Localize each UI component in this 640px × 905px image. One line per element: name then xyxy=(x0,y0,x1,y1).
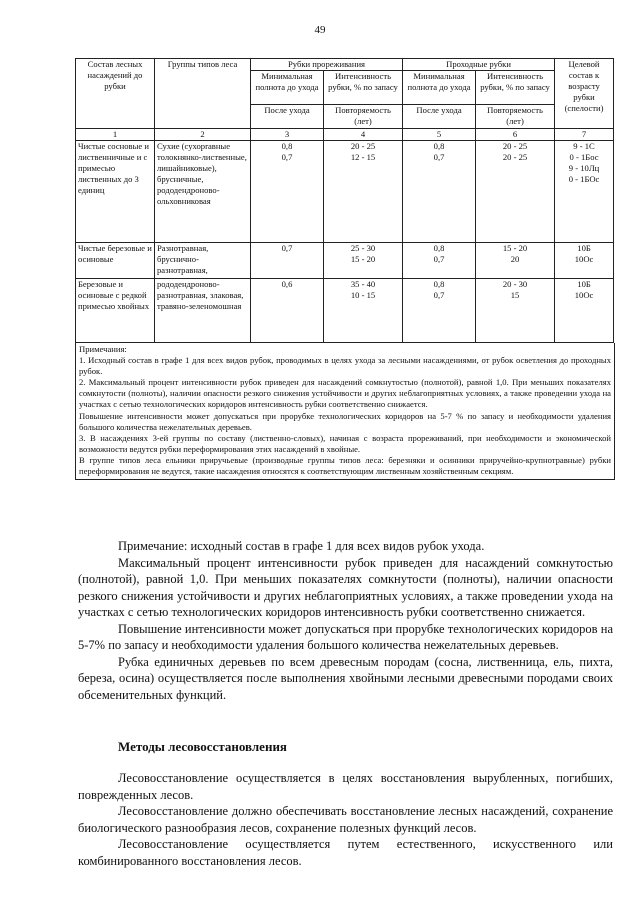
body-section-2 xyxy=(78,770,613,869)
header-intensity: Интенсивность рубки, % по запасу xyxy=(476,71,555,105)
header-repeat: Повторяемость (лет) xyxy=(324,105,403,129)
header-target-composition: Целевой состав к возрасту рубки (спелости) xyxy=(555,59,614,129)
paragraph: Рубка единичных деревьев по всем древесным породам (сосна, лиственница, ель, пихта, береза, осина) осуществляется после выполнения хвойными лесными древесными породами своих обсеменительных функций. xyxy=(78,654,613,702)
header-thinning: Рубки прореживания xyxy=(251,59,403,71)
cell-value: 0,8 0,7 xyxy=(251,141,324,243)
header-composition: Состав лесных насаждений до рубки xyxy=(76,59,155,129)
cell-value: 10Б 10Ос xyxy=(555,243,614,279)
page-number: 49 xyxy=(314,24,326,36)
col-number: 3 xyxy=(251,129,324,141)
section-heading: Методы лесовосстановления xyxy=(118,739,287,754)
table-row xyxy=(76,141,614,243)
note-line: 3. В насаждениях 3-ей группы по составу (лиственно-словых), начиная с возраста прореживаний, при необходимости и экономической возможности ведутся рубки переформирования этих насаждений в хвойные. xyxy=(79,432,611,454)
cell-value: 0,7 xyxy=(251,243,324,279)
header-repeat: Повторяемость (лет) xyxy=(476,105,555,129)
header-min-density: Минимальная полнота до ухода xyxy=(403,71,476,105)
header-intensity: Интенсивность рубки, % по запасу xyxy=(324,71,403,105)
header-after-care: После ухода xyxy=(403,105,476,129)
col-number: 6 xyxy=(476,129,555,141)
table-notes xyxy=(75,343,615,480)
cell-value: 35 - 40 10 - 15 xyxy=(324,279,403,343)
cell-value: 20 - 25 20 - 25 xyxy=(476,141,555,243)
col-number: 5 xyxy=(403,129,476,141)
cell-value: 0,6 xyxy=(251,279,324,343)
forest-care-table xyxy=(75,58,613,480)
paragraph: Повышение интенсивности может допускаться при прорубке технологических коридоров на 5-7% по запасу и необходимости удаления большого количества нежелательных деревьев. xyxy=(78,621,613,652)
note-line: 2. Максимальный процент интенсивности рубок приведен для насаждений сомкнутостью (полнотой), равной 1,0. При меньших показателях сомкнутости (полноты), наличии опасности резкого снижения устойчивости и других неблагоприятных условиях, а также проведении ухода на участках с сетью технологических коридоров интенсивность рубки соответственно снижается. xyxy=(79,377,611,410)
col-number: 2 xyxy=(155,129,251,141)
cell-value: 20 - 30 15 xyxy=(476,279,555,343)
table-row xyxy=(76,279,614,343)
note-line: Примечания: xyxy=(79,344,127,354)
note-line: В группе типов леса ельники приручьевые (производные группы типов леса: березняки и осинники приручейно-крупнотравные) рубки переформирования не ведутся, такие насаждения относятся к соответствующим лиственным хозяйственным секциям. xyxy=(79,454,611,477)
header-min-density: Минимальная полнота до ухода xyxy=(251,71,324,105)
cell-value: 0,8 0,7 xyxy=(403,243,476,279)
cell-value: 10Б 10Ос xyxy=(555,279,614,343)
cell-composition: Березовые и осиновые с редкой примесью хвойных xyxy=(76,279,155,343)
header-passage-cuts: Проходные рубки xyxy=(403,59,555,71)
paragraph: Лесовосстановление осуществляется в целях восстановления вырубленных, погибших, поврежденных лесов. xyxy=(78,771,613,802)
header-after-care: После ухода xyxy=(251,105,324,129)
col-number: 1 xyxy=(76,129,155,141)
cell-value: 0,8 0,7 xyxy=(403,141,476,243)
note-line: 1. Исходный состав в графе 1 для всех видов рубок, проводимых в целях ухода за лесными насаждениями, от рубок осветления до проходных рубок. xyxy=(79,355,611,377)
note-line: Повышение интенсивности может допускаться при прорубке технологических коридоров на 5-7 % по запасу и необходимости удаления большого количества нежелательных деревьев. xyxy=(79,410,611,432)
header-forest-type: Группы типов леса xyxy=(155,59,251,129)
cell-value: 25 - 30 15 - 20 xyxy=(324,243,403,279)
col-number: 7 xyxy=(555,129,614,141)
paragraph: Лесовосстановление должно обеспечивать восстановление лесных насаждений, сохранение биологического разнообразия лесов, сохранение полезных функций лесов. xyxy=(78,804,613,835)
cell-composition: Чистые березовые и осиновые xyxy=(76,243,155,279)
table-row xyxy=(76,243,614,279)
col-number: 4 xyxy=(324,129,403,141)
cell-forest-type: рододендроново-разнотравная, злаковая, травяно-зеленомошная xyxy=(155,279,251,343)
cell-value: 15 - 20 20 xyxy=(476,243,555,279)
cell-value: 9 - 1С 0 - 1Бос 9 - 10Лц 0 - 1БОс xyxy=(555,141,614,243)
cell-value: 0,8 0,7 xyxy=(403,279,476,343)
paragraph: Примечание: исходный состав в графе 1 для всех видов рубок ухода. xyxy=(118,539,485,553)
cell-forest-type: Сухие (сухоpraвные толокнянко-лиственные, лишайниковые), брусничные, рододендроново-ольховниковая xyxy=(155,141,251,243)
cell-forest-type: Разнотравная, бруснично-разнотравная, xyxy=(155,243,251,279)
cell-composition: Чистые сосновые и лиственничные и с примесью лиственных до 3 единиц xyxy=(76,141,155,243)
paragraph: Максимальный процент интенсивности рубок приведен для насаждений сомкнутостью (полнотой), равной 1,0. При меньших показателях сомкнутости (полноты), наличии опасности резкого снижения устойчивости и других неблагоприятных условиях, а также проведении ухода на участках с сетью технологических коридоров интенсивность рубки соответственно снижается. xyxy=(78,555,613,619)
body-section-1 xyxy=(78,538,613,703)
cell-value: 20 - 25 12 - 15 xyxy=(324,141,403,243)
paragraph: Лесовосстановление осуществляется путем естественного, искусственного или комбинированного восстановления лесов. xyxy=(78,837,613,868)
